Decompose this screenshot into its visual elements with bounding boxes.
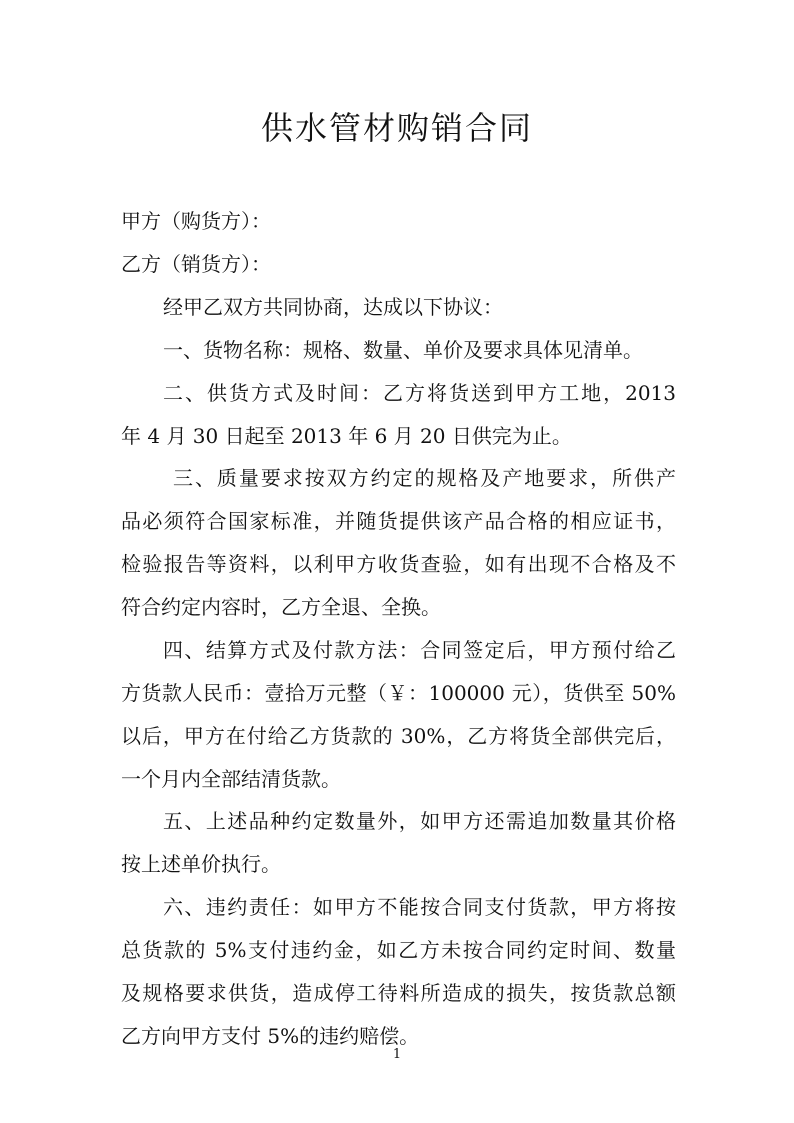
clause-3-line-1: 三、质量要求按双方约定的规格及产地要求，所供产	[173, 466, 676, 490]
clause-2-line-2: 年 4 月 30 日起至 2013 年 6 月 20 日供完为止。	[121, 424, 572, 448]
clause-6-line-2: 总货款的 5%支付违约金，如乙方未按合同约定时间、数量	[121, 938, 676, 962]
clause-6-line-4: 乙方向甲方支付 5%的违约赔偿。	[121, 1024, 420, 1048]
clause-4-line-4: 一个月内全部结清货款。	[121, 767, 341, 791]
clause-2-line-1: 二、供货方式及时间：乙方将货送到甲方工地，2013	[163, 381, 676, 405]
clause-4-line-1: 四、结算方式及付款方法：合同签定后，甲方预付给乙	[163, 638, 676, 662]
party-a-line: 甲方（购货方）：	[121, 209, 271, 233]
party-b-line: 乙方（销货方）：	[121, 252, 271, 276]
clause-4-line-3: 以后，甲方在付给乙方货款的 30%，乙方将货全部供完后，	[121, 724, 676, 748]
page-number: 1	[392, 1047, 402, 1062]
clause-5-line-2: 按上述单价执行。	[121, 852, 281, 876]
clause-4-line-2: 方货款人民币：壹拾万元整（￥：100000 元），货供至 50%	[121, 681, 676, 705]
clause-3-line-2: 品必须符合国家标准，并随货提供该产品合格的相应证书，	[121, 509, 676, 533]
intro-line: 经甲乙双方共同协商，达成以下协议：	[163, 295, 503, 319]
document-title: 供水管材购销合同	[260, 109, 533, 147]
clause-3-line-3: 检验报告等资料，以利甲方收货查验，如有出现不合格及不	[121, 552, 676, 576]
clause-6-line-3: 及规格要求供货，造成停工待料所造成的损失，按货款总额	[121, 981, 676, 1005]
clause-5-line-1: 五、上述品种约定数量外，如甲方还需追加数量其价格	[163, 809, 676, 833]
clause-6-line-1: 六、违约责任：如甲方不能按合同支付货款，甲方将按	[163, 895, 676, 919]
clause-3-line-4: 符合约定内容时，乙方全退、全换。	[121, 595, 441, 619]
clause-1-line: 一、货物名称：规格、数量、单价及要求具体见清单。	[163, 338, 643, 362]
